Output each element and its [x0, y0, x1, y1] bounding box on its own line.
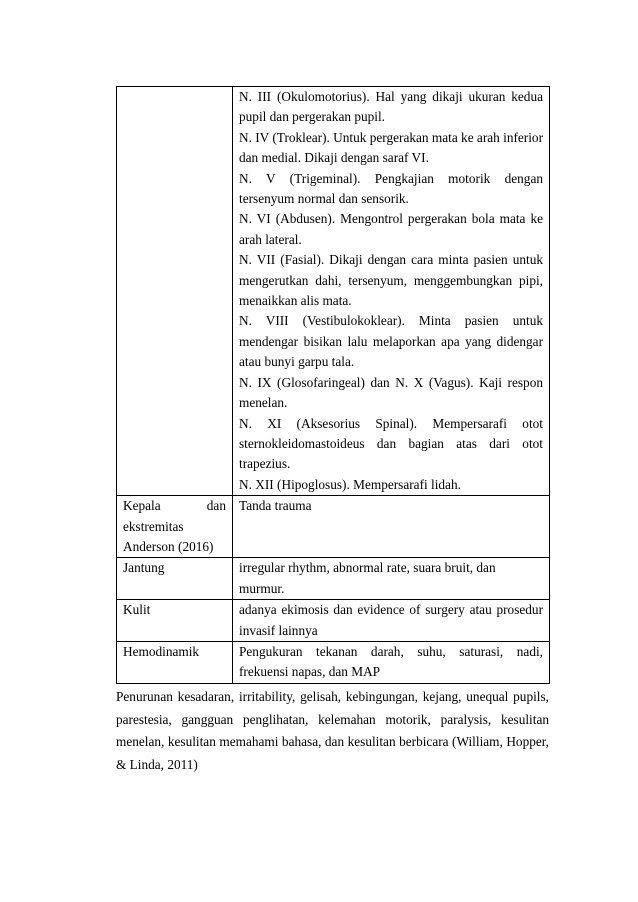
kepala-label-cell: [117, 496, 233, 558]
table-row-kulit: [117, 600, 550, 642]
table-row-kepala: [117, 496, 550, 558]
kepala-label-line1: Kepala dan: [123, 498, 226, 514]
kepala-value-cell: Tanda trauma: [233, 496, 550, 558]
cranial-nerves-cell: [233, 87, 550, 496]
table-row-cranial-nerves: [117, 87, 550, 496]
nerve-vi-text: N. VI (Abdusen). Mengontrol pergerakan bola mata ke arah lateral.: [239, 211, 543, 247]
kulit-value-cell: adanya ekimosis dan evidence of surgery atau prosedur invasif lainnya: [233, 600, 550, 642]
hemodinamik-value-cell: Pengukuran tekanan darah, suhu, saturasi, nadi, frekuensi napas, dan MAP: [233, 641, 550, 683]
nerve-vii-text: N. VII (Fasial). Dikaji dengan cara minta pasien untuk mengerutkan dahi, tersenyum, menggembungkan pipi, menaikkan alis mata.: [239, 252, 543, 309]
cranial-nerves-left-cell: [117, 87, 233, 496]
nerve-iii-text: N. III (Okulomotorius). Hal yang dikaji ukuran kedua pupil dan pergerakan pupil.: [239, 89, 543, 125]
nerve-v-text: N. V (Trigeminal). Pengkajian motorik dengan tersenyum normal dan sensorik.: [239, 170, 543, 207]
jantung-label-cell: Jantung: [117, 558, 233, 600]
table-row-jantung: [117, 558, 550, 600]
nerve-ix-x-text: N. IX (Glosofaringeal) dan N. X (Vagus). Kaji respon menelan.: [239, 374, 543, 411]
assessment-table: [116, 86, 550, 684]
nerve-xii-text: N. XII (Hipoglosus). Mempersarafi lidah.: [239, 476, 461, 492]
kepala-label-line2: ekstremitas: [123, 518, 184, 534]
jantung-value-cell: irregular rhythm, abnormal rate, suara bruit, dan murmur.: [233, 558, 550, 600]
nerve-iv-text: N. IV (Troklear). Untuk pergerakan mata ke arah inferior dan medial. Dikaji dengan saraf VI.: [239, 129, 543, 166]
trailing-paragraph: Penurunan kesadaran, irritability, gelisah, kebingungan, kejang, unequal pupils, parestesia, gangguan penglihatan, kelemahan motorik, paralysis, kesulitan menelan, kesulitan memahami bahasa, dan kesulitan berbicara (William, Hopper, & Linda, 2011): [116, 689, 549, 772]
nerve-xi-text: N. XI (Aksesorius Spinal). Mempersarafi otot sternokleidomastoideus dan bagian atas dari otot trapezius.: [239, 415, 543, 472]
kepala-label-line3: Anderson (2016): [123, 538, 214, 554]
nerve-viii-text: N. VIII (Vestibulokoklear). Minta pasien untuk mendengar bisikan lalu melaporkan apa yang didengar atau bunyi garpu tala.: [239, 313, 543, 370]
table-row-hemodinamik: [117, 641, 550, 683]
hemodinamik-label-cell: Hemodinamik: [117, 641, 233, 683]
kulit-label-cell: Kulit: [117, 600, 233, 642]
